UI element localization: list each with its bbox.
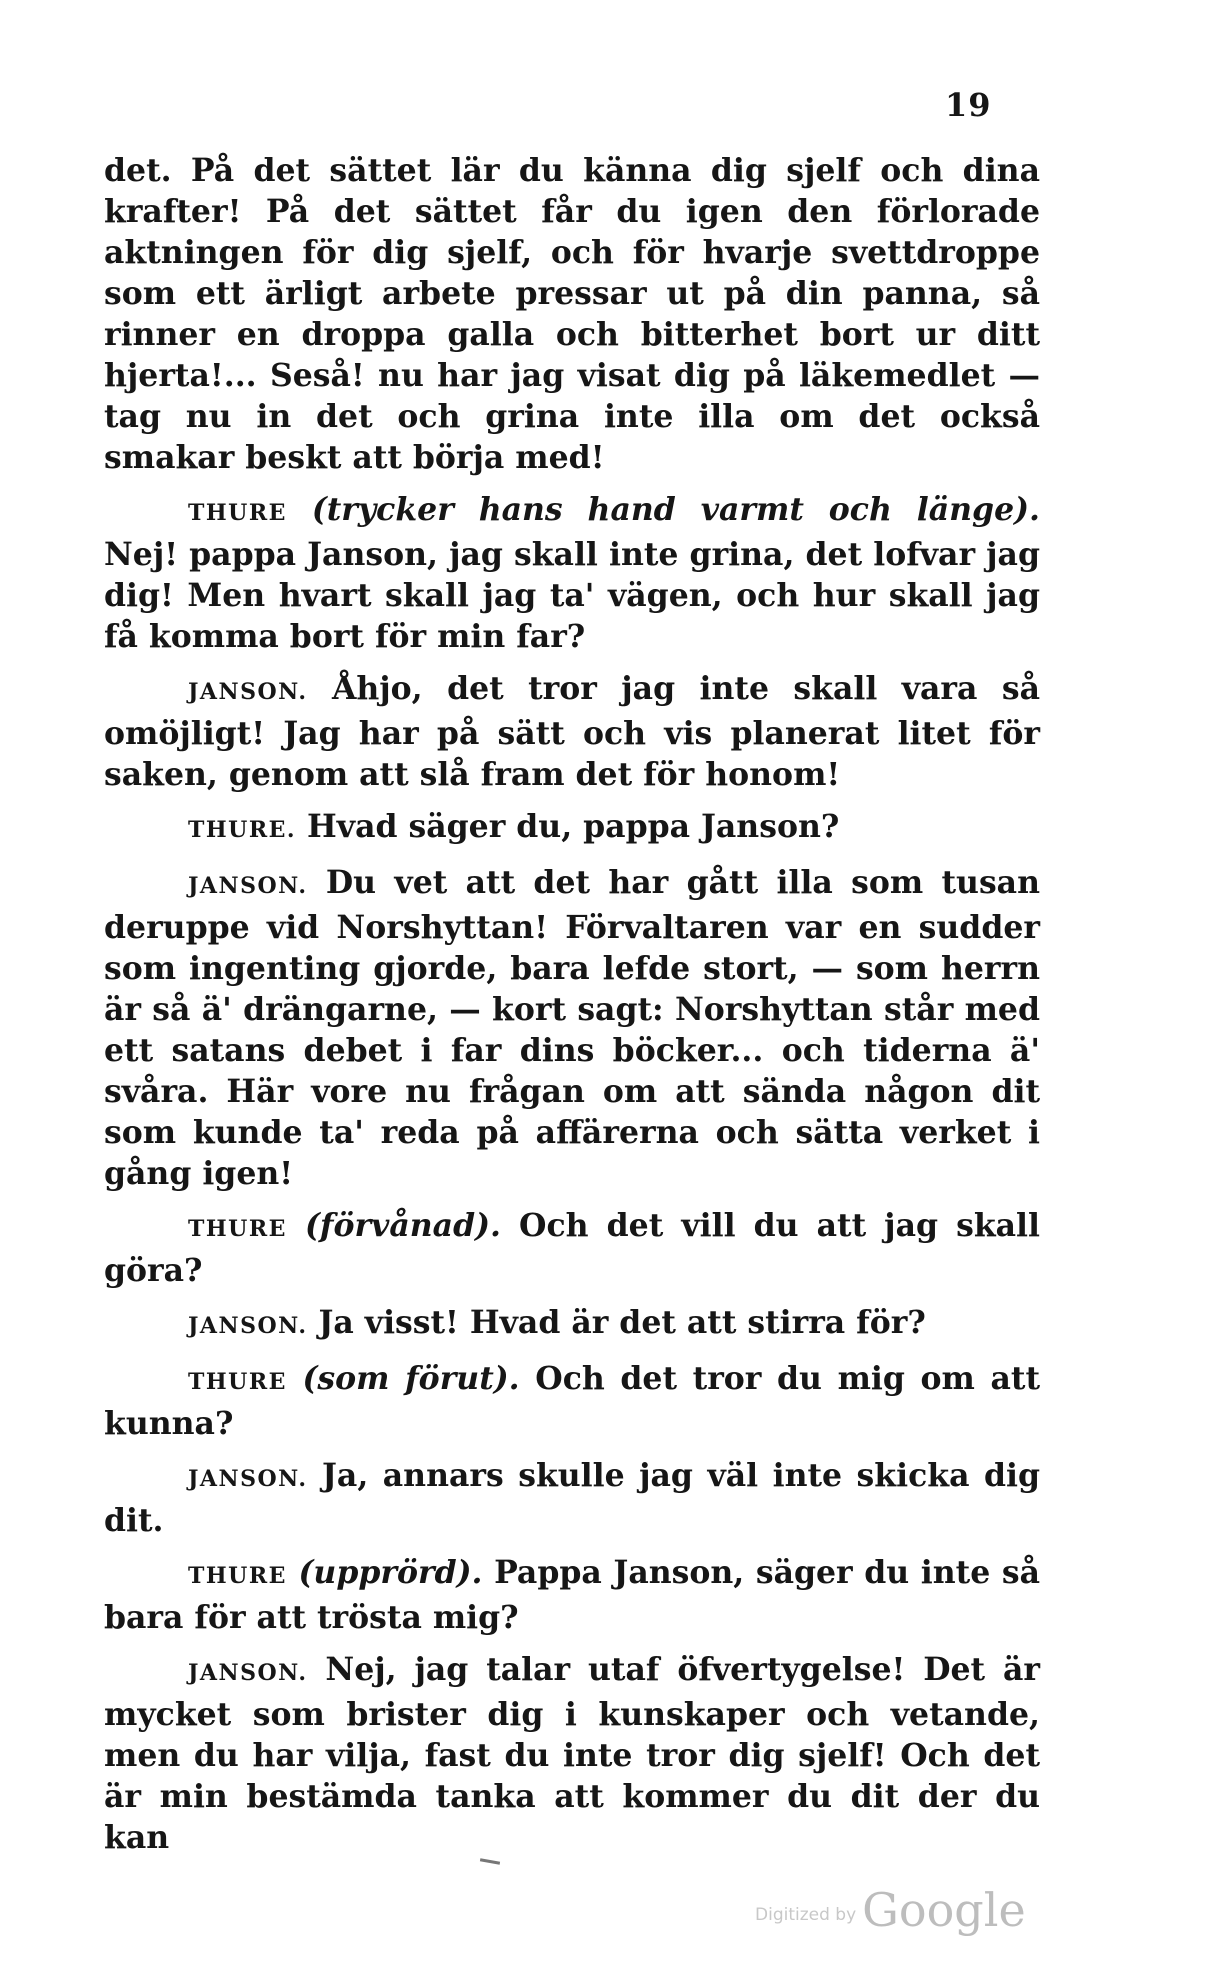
dialogue-line bbox=[104, 1302, 1040, 1347]
paragraph bbox=[104, 150, 1040, 478]
stage-direction: (upprörd). bbox=[298, 1554, 483, 1591]
dialogue-text: Åhjo, det tror jag inte skall vara så omöjligt! Jag har på sätt och vis planerat litet för saken, genom att slå fram det för honom! bbox=[104, 670, 1040, 793]
speaker-name: THURE bbox=[188, 500, 287, 526]
dialogue-line bbox=[104, 1205, 1040, 1291]
watermark-prefix: Digitized by bbox=[755, 1905, 857, 1925]
speaker-name: THURE bbox=[188, 1369, 287, 1395]
speaker-name: JANSON. bbox=[188, 1466, 308, 1492]
speaker-name: THURE bbox=[188, 1563, 287, 1589]
ink-mark bbox=[480, 1858, 500, 1864]
speaker-name: THURE bbox=[188, 1216, 287, 1242]
digitization-watermark bbox=[755, 1883, 1026, 1937]
dialogue-text: Hvad säger du, pappa Janson? bbox=[307, 808, 840, 845]
speaker-name: JANSON. bbox=[188, 1660, 308, 1686]
speaker-name: THURE. bbox=[188, 817, 297, 843]
dialogue-text: Du vet att det har gått illa som tusan deruppe vid Norshyttan! Förvaltaren var en sudder som ingenting gjorde, bara lefde stort, — som herrn är så ä' drängarne, — kort sagt: Norshyttan står med ett satans debet i far dins böcker... och tiderna ä' svåra. Här vore nu frågan om att sända någon dit som kunde ta' reda på affärerna och sätta verket i gång igen! bbox=[104, 864, 1040, 1192]
paragraph-text: det. På det sättet lär du känna dig sjelf och dina krafter! På det sättet får du igen den förlorade aktningen för dig sjelf, och för hvarje svettdroppe som ett ärligt arbete pressar ut på din panna, så rinner en droppa galla och bitterhet bort ur ditt hjerta!... Seså! nu har jag visat dig på läkemedlet — tag nu in det och grina inte illa om det också smakar beskt att börja med! bbox=[104, 152, 1040, 476]
text-body bbox=[104, 150, 1040, 1858]
speaker-name: JANSON. bbox=[188, 1313, 308, 1339]
stage-direction: (trycker hans hand varmt och länge). bbox=[311, 491, 1040, 528]
dialogue-line bbox=[104, 806, 1040, 851]
dialogue-line bbox=[104, 862, 1040, 1194]
stage-direction: (som förut). bbox=[302, 1360, 520, 1397]
dialogue-text: Och det tror du mig om att kunna? bbox=[104, 1360, 1040, 1442]
dialogue-line bbox=[104, 1649, 1040, 1858]
dialogue-line bbox=[104, 489, 1040, 657]
dialogue-line bbox=[104, 1358, 1040, 1444]
dialogue-text: Ja, annars skulle jag väl inte skicka dig dit. bbox=[104, 1457, 1040, 1539]
dialogue-text: Nej! pappa Janson, jag skall inte grina, det lofvar jag dig! Men hvart skall jag ta' vägen, och hur skall jag få komma bort för min far? bbox=[104, 536, 1040, 655]
speaker-name: JANSON. bbox=[188, 873, 308, 899]
dialogue-line bbox=[104, 1455, 1040, 1541]
dialogue-text: Och det vill du att jag skall göra? bbox=[104, 1207, 1040, 1289]
dialogue-text: Pappa Janson, säger du inte så bara för att trösta mig? bbox=[104, 1554, 1040, 1636]
page-number: 19 bbox=[945, 86, 992, 124]
dialogue-text: Nej, jag talar utaf öfvertygelse! Det är mycket som brister dig i kunskaper och vetande, men du har vilja, fast du inte tror dig sjelf! Och det är min bestämda tanka att kommer du dit der du kan bbox=[104, 1651, 1040, 1856]
dialogue-text: Ja visst! Hvad är det att stirra för? bbox=[318, 1304, 926, 1341]
dialogue-line bbox=[104, 1552, 1040, 1638]
stage-direction: (förvånad). bbox=[304, 1207, 501, 1244]
dialogue-line bbox=[104, 668, 1040, 795]
speaker-name: JANSON. bbox=[188, 679, 308, 705]
watermark-brand: Google bbox=[862, 1883, 1026, 1937]
